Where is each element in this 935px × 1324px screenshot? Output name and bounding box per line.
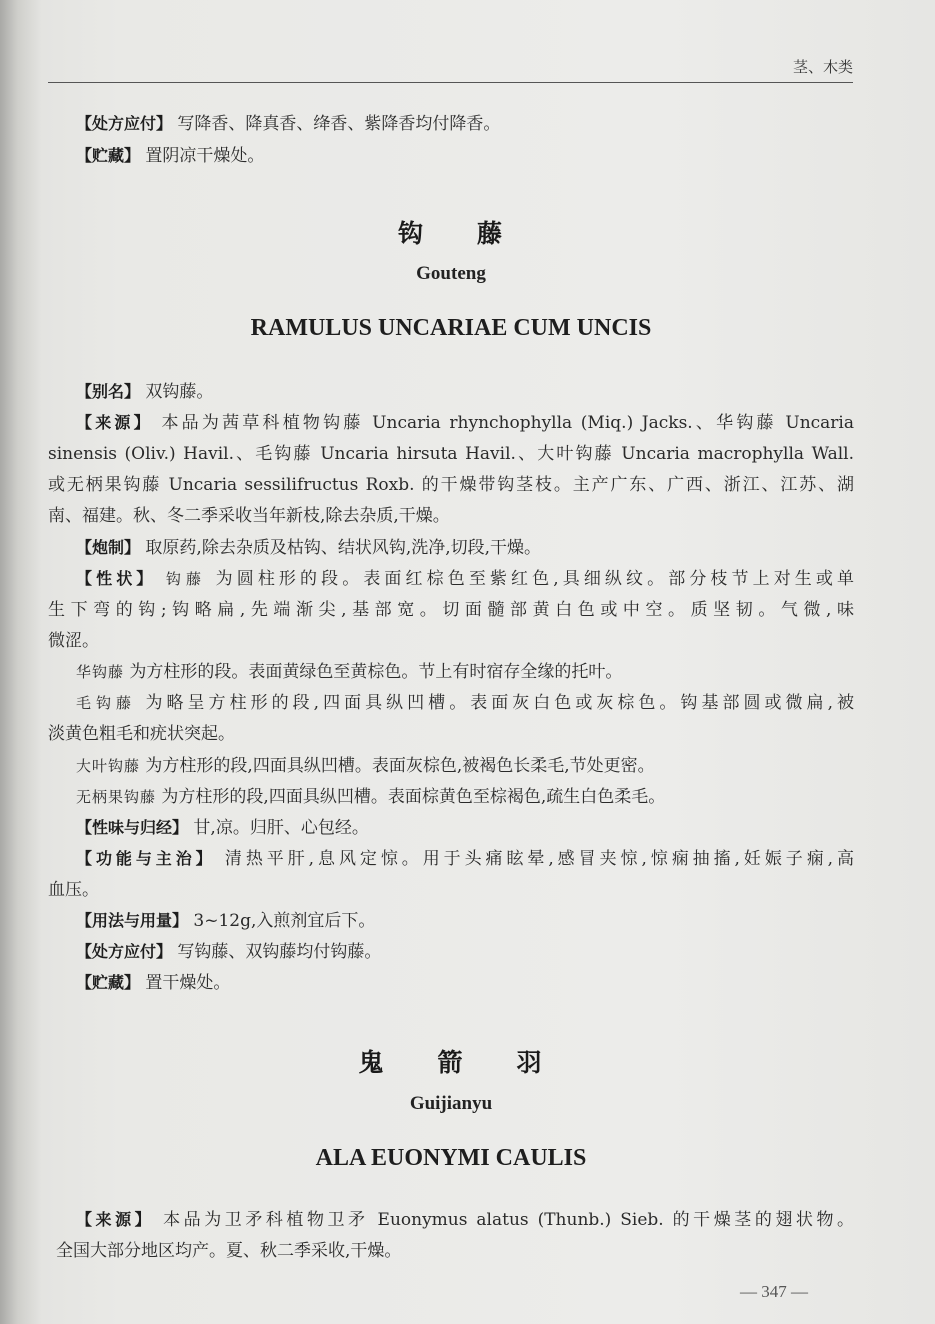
entry-title-latin: RAMULUS UNCARIAE CUM UNCIS [250,315,652,341]
variety-name: 无柄果钩藤 [76,788,157,806]
field-text: 为方柱形的段。表面黄绿色至黄棕色。节上有时宿存全缘的托叶。 [129,662,623,682]
field-text: 本品为茜草科植物钩藤 Uncaria rhynchophylla (Miq.) Jacks.、华钩藤 Uncaria [161,413,854,433]
variety-name: 钩藤 [165,570,207,588]
source-line [76,1209,854,1231]
title-char: 箭 [437,1048,465,1077]
variety-name: 毛钩藤 [76,694,137,712]
field-text: 清热平肝,息风定惊。用于头痛眩晕,感冒夹惊,惊痫抽搐,妊娠子痫,高 [224,849,854,869]
variety-line-cont: 淡黄色粗毛和疣状突起。 [48,724,235,744]
source-line-cont: sinensis (Oliv.) Havil.、毛钩藤 Uncaria hirsuta Havil.、大叶钩藤 Uncaria macrophylla Wall. [48,444,854,464]
field-text: 写降香、降真香、绛香、紫降香均付降香。 [177,114,501,134]
title-char: 藤 [477,219,505,248]
field-text: 置阴凉干燥处。 [145,146,265,166]
dosage-line [76,910,854,932]
field-label: 【来源】 [76,413,153,432]
field-label: 【来源】 [76,1210,155,1229]
nature-meridian-line [76,817,854,839]
field-text: 取原药,除去杂质及枯钩、结状风钩,洗净,切段,干燥。 [145,538,542,558]
source-line [76,412,854,434]
prev-storage-line [76,145,854,167]
field-label: 【别名】 [76,382,141,401]
field-text: 写钩藤、双钩藤均付钩藤。 [177,942,382,962]
variety-line [76,786,854,808]
entry-title-chinese [48,1043,854,1079]
field-text: 置干燥处。 [145,973,231,993]
variety-line [76,692,854,714]
entry-title-pinyin: Guijianyu [409,1093,493,1114]
function-line-cont: 血压。 [48,880,99,900]
field-text: 3~12g,入煎剂宜后下。 [193,911,376,931]
running-head: 茎、木类 [792,58,853,76]
header-rule [48,82,853,83]
dispensing-line [76,941,854,963]
field-label: 【用法与用量】 [76,911,189,930]
page-number: — 347 — [740,1282,808,1301]
source-line-cont: 或无柄果钩藤 Uncaria sessilifructus Roxb. 的干燥带钩茎枝。主产广东、广西、浙江、江苏、湖 [48,475,854,495]
field-label: 【贮藏】 [76,146,141,165]
field-text: 甘,凉。归肝、心包经。 [193,818,369,838]
entry-title-chinese [48,214,854,250]
field-label: 【处方应付】 [76,942,173,961]
field-label: 【贮藏】 [76,973,141,992]
description-line [76,568,854,590]
field-text: 为略呈方柱形的段,四面具纵凹槽。表面灰白色或灰棕色。钩基部圆或微扁,被 [145,693,854,713]
title-char: 羽 [516,1048,544,1077]
field-text: 为圆柱形的段。表面红棕色至紫红色,具细纵纹。部分枝节上对生或单 [215,569,855,589]
field-label: 【炮制】 [76,538,141,557]
variety-name: 华钩藤 [76,663,125,681]
field-label: 【性味与归经】 [76,818,189,837]
field-label: 【功能与主治】 [76,849,216,868]
field-text: 双钩藤。 [145,382,214,402]
field-text: 为方柱形的段,四面具纵凹槽。表面棕黄色至棕褐色,疏生白色柔毛。 [161,787,666,807]
field-text: 本品为卫矛科植物卫矛 Euonymus alatus (Thunb.) Sieb. 的干燥茎的翅状物。 [163,1210,854,1230]
prev-dispensing-line [76,113,854,135]
entry-title-pinyin: Gouteng [416,263,486,284]
variety-line [76,661,854,683]
storage-line [76,972,854,994]
title-char: 鬼 [358,1048,386,1077]
field-text: 为方柱形的段,四面具纵凹槽。表面灰棕色,被褐色长柔毛,节处更密。 [145,756,655,776]
function-line [76,848,854,870]
field-label: 【性状】 [76,569,157,588]
alias-line [76,381,854,403]
title-char: 钩 [397,219,425,248]
description-line-cont: 微涩。 [48,631,99,651]
description-line-cont: 生下弯的钩;钩略扁,先端渐尖,基部宽。切面髓部黄白色或中空。质坚韧。气微,味 [48,600,854,620]
entry-title-latin: ALA EUONYMI CAULIS [315,1145,587,1171]
field-label: 【处方应付】 [76,114,173,133]
source-line-cont: 南、福建。秋、冬二季采收当年新枝,除去杂质,干燥。 [48,506,450,526]
source-line-cont: 全国大部分地区均产。夏、秋二季采收,干燥。 [56,1241,402,1261]
processing-line [76,537,854,559]
variety-name: 大叶钩藤 [76,757,141,775]
variety-line [76,755,854,777]
